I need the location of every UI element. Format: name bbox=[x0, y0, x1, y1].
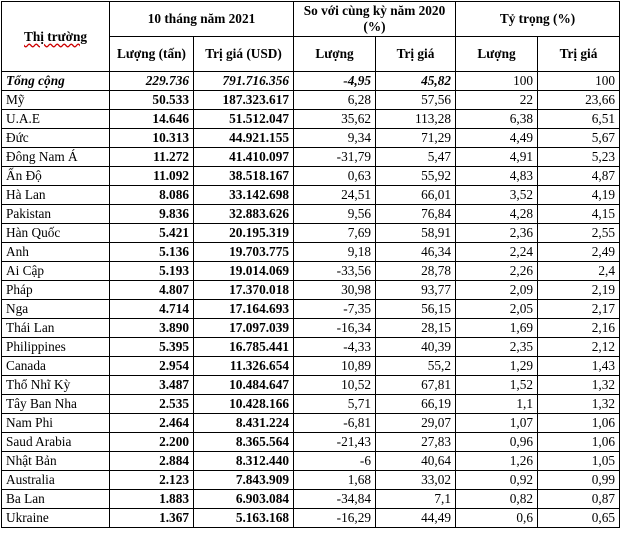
table-row bbox=[2, 319, 620, 338]
cell-market: Thái Lan bbox=[2, 319, 110, 338]
cell-cmp-qty: -34,84 bbox=[294, 490, 376, 509]
cell-market: Nga bbox=[2, 300, 110, 319]
cell-cmp-value: 71,29 bbox=[376, 129, 456, 148]
cell-cmp-qty: 10,89 bbox=[294, 357, 376, 376]
cell-cmp-value: 40,39 bbox=[376, 338, 456, 357]
cell-cmp-qty: 24,51 bbox=[294, 186, 376, 205]
cell-cmp-qty: 9,34 bbox=[294, 129, 376, 148]
table-body bbox=[2, 72, 620, 528]
cell-share-value: 6,51 bbox=[538, 110, 620, 129]
cell-cmp-value: 5,47 bbox=[376, 148, 456, 167]
cell-qty: 9.836 bbox=[110, 205, 194, 224]
cell-share-qty: 1,07 bbox=[456, 414, 538, 433]
cell-share-qty: 0,96 bbox=[456, 433, 538, 452]
cell-share-value: 2,49 bbox=[538, 243, 620, 262]
cell-cmp-qty: 10,52 bbox=[294, 376, 376, 395]
cell-share-value: 1,05 bbox=[538, 452, 620, 471]
cell-value: 8.365.564 bbox=[194, 433, 294, 452]
cell-market: U.A.E bbox=[2, 110, 110, 129]
cell-value: 16.785.441 bbox=[194, 338, 294, 357]
total-share-qty: 100 bbox=[456, 72, 538, 91]
cell-cmp-qty: -7,35 bbox=[294, 300, 376, 319]
cell-cmp-value: 58,91 bbox=[376, 224, 456, 243]
cell-share-value: 5,67 bbox=[538, 129, 620, 148]
table-row bbox=[2, 357, 620, 376]
table-row bbox=[2, 376, 620, 395]
total-row bbox=[2, 72, 620, 91]
cell-value: 33.142.698 bbox=[194, 186, 294, 205]
cell-share-qty: 2,35 bbox=[456, 338, 538, 357]
header-share-qty: Lượng bbox=[456, 37, 538, 72]
header-value-usd: Trị giá (USD) bbox=[194, 37, 294, 72]
table-row bbox=[2, 300, 620, 319]
table-row bbox=[2, 110, 620, 129]
header-row-top bbox=[2, 2, 620, 37]
cell-share-qty: 3,52 bbox=[456, 186, 538, 205]
cell-value: 44.921.155 bbox=[194, 129, 294, 148]
cell-cmp-qty: -21,43 bbox=[294, 433, 376, 452]
export-market-table bbox=[1, 1, 620, 528]
table-row bbox=[2, 452, 620, 471]
cell-share-qty: 4,49 bbox=[456, 129, 538, 148]
cell-cmp-qty: -4,33 bbox=[294, 338, 376, 357]
cell-cmp-value: 33,02 bbox=[376, 471, 456, 490]
cell-value: 10.484.647 bbox=[194, 376, 294, 395]
cell-market: Ukraine bbox=[2, 509, 110, 528]
header-group-10-months: 10 tháng năm 2021 bbox=[110, 2, 294, 37]
cell-value: 41.410.097 bbox=[194, 148, 294, 167]
cell-market: Canada bbox=[2, 357, 110, 376]
cell-value: 5.163.168 bbox=[194, 509, 294, 528]
cell-share-qty: 2,36 bbox=[456, 224, 538, 243]
cell-share-qty: 4,91 bbox=[456, 148, 538, 167]
cell-share-qty: 2,09 bbox=[456, 281, 538, 300]
header-cmp-qty: Lượng bbox=[294, 37, 376, 72]
cell-market: Nam Phi bbox=[2, 414, 110, 433]
cell-market: Philippines bbox=[2, 338, 110, 357]
cell-cmp-qty: 9,56 bbox=[294, 205, 376, 224]
cell-qty: 11.092 bbox=[110, 167, 194, 186]
cell-share-value: 1,43 bbox=[538, 357, 620, 376]
cell-market: Mỹ bbox=[2, 91, 110, 110]
cell-market: Ba Lan bbox=[2, 490, 110, 509]
cell-qty: 4.807 bbox=[110, 281, 194, 300]
cell-cmp-value: 28,78 bbox=[376, 262, 456, 281]
cell-share-qty: 1,29 bbox=[456, 357, 538, 376]
cell-qty: 2.200 bbox=[110, 433, 194, 452]
cell-share-qty: 2,26 bbox=[456, 262, 538, 281]
table-row bbox=[2, 281, 620, 300]
cell-market: Ai Cập bbox=[2, 262, 110, 281]
cell-share-value: 2,16 bbox=[538, 319, 620, 338]
total-qty: 229.736 bbox=[110, 72, 194, 91]
cell-share-qty: 4,28 bbox=[456, 205, 538, 224]
cell-qty: 50.533 bbox=[110, 91, 194, 110]
cell-share-qty: 0,92 bbox=[456, 471, 538, 490]
table-row bbox=[2, 433, 620, 452]
cell-cmp-qty: -16,34 bbox=[294, 319, 376, 338]
cell-market: Nhật Bản bbox=[2, 452, 110, 471]
cell-cmp-value: 40,64 bbox=[376, 452, 456, 471]
table-row bbox=[2, 148, 620, 167]
cell-cmp-value: 66,01 bbox=[376, 186, 456, 205]
cell-cmp-value: 27,83 bbox=[376, 433, 456, 452]
cell-qty: 3.487 bbox=[110, 376, 194, 395]
table-row bbox=[2, 91, 620, 110]
cell-share-qty: 1,52 bbox=[456, 376, 538, 395]
cell-value: 19.014.069 bbox=[194, 262, 294, 281]
table-row bbox=[2, 129, 620, 148]
cell-market: Australia bbox=[2, 471, 110, 490]
cell-share-value: 2,17 bbox=[538, 300, 620, 319]
cell-cmp-qty: 35,62 bbox=[294, 110, 376, 129]
cell-market: Pakistan bbox=[2, 205, 110, 224]
cell-cmp-qty: -6,81 bbox=[294, 414, 376, 433]
cell-cmp-qty: 7,69 bbox=[294, 224, 376, 243]
cell-value: 11.326.654 bbox=[194, 357, 294, 376]
cell-share-qty: 1,26 bbox=[456, 452, 538, 471]
cell-qty: 2.954 bbox=[110, 357, 194, 376]
cell-share-value: 1,32 bbox=[538, 395, 620, 414]
total-label: Tổng cộng bbox=[2, 72, 110, 91]
cell-share-qty: 0,6 bbox=[456, 509, 538, 528]
cell-qty: 11.272 bbox=[110, 148, 194, 167]
cell-qty: 1.883 bbox=[110, 490, 194, 509]
cell-qty: 5.421 bbox=[110, 224, 194, 243]
cell-share-value: 0,99 bbox=[538, 471, 620, 490]
cell-qty: 10.313 bbox=[110, 129, 194, 148]
cell-qty: 14.646 bbox=[110, 110, 194, 129]
cell-cmp-qty: 0,63 bbox=[294, 167, 376, 186]
cell-cmp-qty: 30,98 bbox=[294, 281, 376, 300]
cell-share-value: 4,87 bbox=[538, 167, 620, 186]
cell-value: 17.164.693 bbox=[194, 300, 294, 319]
cell-market: Ấn Độ bbox=[2, 167, 110, 186]
cell-share-value: 2,4 bbox=[538, 262, 620, 281]
cell-value: 6.903.084 bbox=[194, 490, 294, 509]
table-row bbox=[2, 243, 620, 262]
cell-qty: 5.395 bbox=[110, 338, 194, 357]
cell-qty: 1.367 bbox=[110, 509, 194, 528]
cell-cmp-value: 113,28 bbox=[376, 110, 456, 129]
cell-cmp-value: 44,49 bbox=[376, 509, 456, 528]
cell-cmp-value: 28,15 bbox=[376, 319, 456, 338]
cell-cmp-value: 76,84 bbox=[376, 205, 456, 224]
cell-cmp-qty: 1,68 bbox=[294, 471, 376, 490]
cell-share-qty: 22 bbox=[456, 91, 538, 110]
table-row bbox=[2, 167, 620, 186]
cell-qty: 8.086 bbox=[110, 186, 194, 205]
header-group-compare-2020: So với cùng kỳ năm 2020 (%) bbox=[294, 2, 456, 37]
cell-qty: 5.136 bbox=[110, 243, 194, 262]
cell-market: Đức bbox=[2, 129, 110, 148]
total-share-value: 100 bbox=[538, 72, 620, 91]
cell-market: Pháp bbox=[2, 281, 110, 300]
cell-market: Thổ Nhĩ Kỳ bbox=[2, 376, 110, 395]
cell-qty: 2.123 bbox=[110, 471, 194, 490]
cell-value: 32.883.626 bbox=[194, 205, 294, 224]
cell-share-qty: 2,05 bbox=[456, 300, 538, 319]
cell-value: 187.323.617 bbox=[194, 91, 294, 110]
cell-cmp-value: 7,1 bbox=[376, 490, 456, 509]
cell-cmp-qty: -33,56 bbox=[294, 262, 376, 281]
cell-cmp-value: 93,77 bbox=[376, 281, 456, 300]
cell-cmp-value: 55,2 bbox=[376, 357, 456, 376]
cell-value: 8.312.440 bbox=[194, 452, 294, 471]
header-qty-ton: Lượng (tấn) bbox=[110, 37, 194, 72]
header-group-share: Tỷ trọng (%) bbox=[456, 2, 620, 37]
cell-cmp-qty: 5,71 bbox=[294, 395, 376, 414]
cell-market: Tây Ban Nha bbox=[2, 395, 110, 414]
cell-value: 7.843.909 bbox=[194, 471, 294, 490]
cell-share-value: 4,15 bbox=[538, 205, 620, 224]
cell-share-qty: 6,38 bbox=[456, 110, 538, 129]
table-row bbox=[2, 471, 620, 490]
cell-cmp-value: 55,92 bbox=[376, 167, 456, 186]
table-row bbox=[2, 186, 620, 205]
cell-value: 10.428.166 bbox=[194, 395, 294, 414]
total-cmp-qty: -4,95 bbox=[294, 72, 376, 91]
cell-share-value: 23,66 bbox=[538, 91, 620, 110]
cell-share-value: 1,06 bbox=[538, 433, 620, 452]
cell-value: 17.370.018 bbox=[194, 281, 294, 300]
cell-market: Saud Arabia bbox=[2, 433, 110, 452]
cell-cmp-value: 56,15 bbox=[376, 300, 456, 319]
cell-value: 19.703.775 bbox=[194, 243, 294, 262]
table-row bbox=[2, 205, 620, 224]
cell-market: Đông Nam Á bbox=[2, 148, 110, 167]
cell-qty: 2.535 bbox=[110, 395, 194, 414]
cell-share-qty: 4,83 bbox=[456, 167, 538, 186]
cell-value: 38.518.167 bbox=[194, 167, 294, 186]
cell-qty: 3.890 bbox=[110, 319, 194, 338]
cell-cmp-qty: -31,79 bbox=[294, 148, 376, 167]
cell-value: 8.431.224 bbox=[194, 414, 294, 433]
table-row bbox=[2, 490, 620, 509]
cell-share-value: 0,87 bbox=[538, 490, 620, 509]
cell-share-value: 4,19 bbox=[538, 186, 620, 205]
cell-cmp-value: 57,56 bbox=[376, 91, 456, 110]
cell-share-value: 1,32 bbox=[538, 376, 620, 395]
cell-qty: 2.464 bbox=[110, 414, 194, 433]
table-row bbox=[2, 338, 620, 357]
cell-cmp-qty: -16,29 bbox=[294, 509, 376, 528]
cell-share-value: 2,55 bbox=[538, 224, 620, 243]
table-row bbox=[2, 224, 620, 243]
cell-cmp-value: 67,81 bbox=[376, 376, 456, 395]
table-row bbox=[2, 509, 620, 528]
cell-share-qty: 0,82 bbox=[456, 490, 538, 509]
cell-cmp-value: 29,07 bbox=[376, 414, 456, 433]
cell-value: 17.097.039 bbox=[194, 319, 294, 338]
cell-share-qty: 2,24 bbox=[456, 243, 538, 262]
cell-share-value: 2,19 bbox=[538, 281, 620, 300]
cell-share-qty: 1,1 bbox=[456, 395, 538, 414]
header-share-value: Trị giá bbox=[538, 37, 620, 72]
cell-qty: 4.714 bbox=[110, 300, 194, 319]
cell-cmp-value: 46,34 bbox=[376, 243, 456, 262]
cell-share-qty: 1,69 bbox=[456, 319, 538, 338]
table-row bbox=[2, 395, 620, 414]
cell-cmp-value: 66,19 bbox=[376, 395, 456, 414]
cell-value: 20.195.319 bbox=[194, 224, 294, 243]
cell-market: Hà Lan bbox=[2, 186, 110, 205]
cell-qty: 2.884 bbox=[110, 452, 194, 471]
total-cmp-value: 45,82 bbox=[376, 72, 456, 91]
cell-share-value: 2,12 bbox=[538, 338, 620, 357]
cell-cmp-qty: -6 bbox=[294, 452, 376, 471]
cell-qty: 5.193 bbox=[110, 262, 194, 281]
cell-cmp-qty: 9,18 bbox=[294, 243, 376, 262]
cell-value: 51.512.047 bbox=[194, 110, 294, 129]
cell-cmp-qty: 6,28 bbox=[294, 91, 376, 110]
table-row bbox=[2, 414, 620, 433]
table-row bbox=[2, 262, 620, 281]
total-value: 791.716.356 bbox=[194, 72, 294, 91]
header-market: Thị trường bbox=[2, 2, 110, 72]
header-cmp-value: Trị giá bbox=[376, 37, 456, 72]
cell-share-value: 5,23 bbox=[538, 148, 620, 167]
cell-market: Anh bbox=[2, 243, 110, 262]
cell-market: Hàn Quốc bbox=[2, 224, 110, 243]
cell-share-value: 1,06 bbox=[538, 414, 620, 433]
cell-share-value: 0,65 bbox=[538, 509, 620, 528]
